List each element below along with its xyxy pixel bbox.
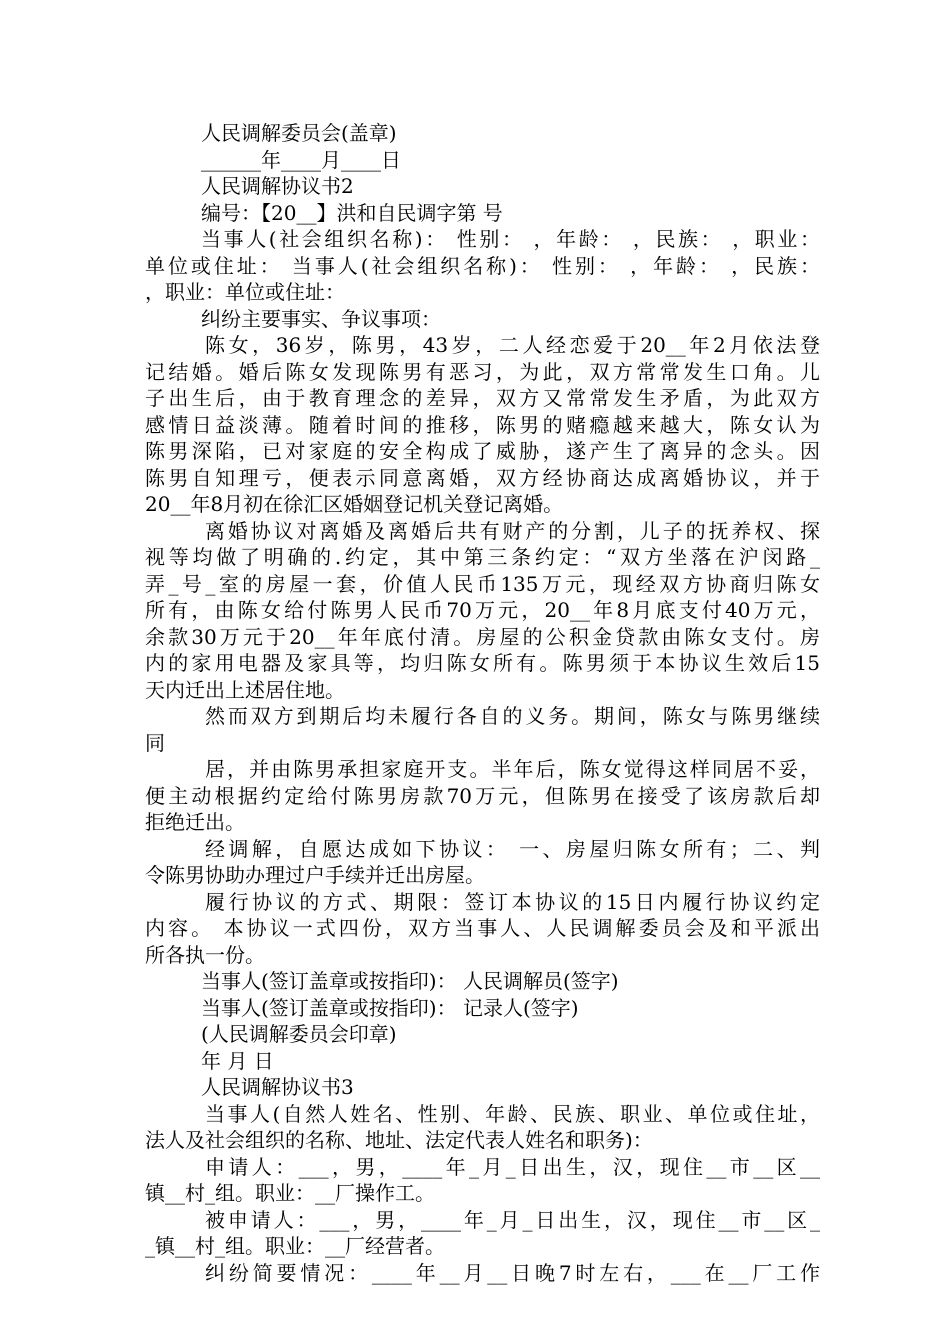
text-line: 陈男自知理亏，便表示同意离婚，双方经协商达成离婚协议，并于 [145, 465, 820, 490]
text-line: 拒绝迁出。 [145, 810, 245, 834]
text-line: 履行协议的方式、期限：签订本协议的15日内履行协议约定 [205, 889, 820, 914]
text-line: 镇__村_组。职业：__厂操作工。 [145, 1181, 435, 1205]
text-line: 法人及社会组织的名称、地址、法定代表人姓名和职务)： [145, 1128, 653, 1152]
text-line: 单位或住址： 当事人(社会组织名称)： 性别： ，年龄： ，民族： [145, 253, 820, 278]
text-line: 编号：【20__】洪和自民调字第 号 [201, 200, 503, 225]
text-line: 年 月 日 [201, 1048, 274, 1073]
document-page [145, 120, 820, 1286]
text-line: (人民调解委员会印章) [201, 1022, 397, 1046]
text-line: 居，并由陈男承担家庭开支。半年后，陈女觉得这样同居不妥， [205, 757, 820, 781]
text-line: 便主动根据约定给付陈男房款70万元，但陈男在接受了该房款后却 [145, 783, 820, 808]
text-line: 纠纷主要事实、争议事项： [201, 306, 441, 331]
text-line: 子出生后，由于教育理念的差异，双方又常常发生矛盾，为此双方 [145, 386, 820, 410]
text-line: 被申请人：___，男，____年_月_日出生，汉，现住__市__区_ [205, 1207, 820, 1232]
text-line: 人民调解协议书3 [201, 1075, 354, 1099]
text-line: 内容。 本协议一式四份，双方当事人、人民调解委员会及和平派出 [145, 916, 820, 940]
text-line: 内的家用电器及家具等，均归陈女所有。陈男须于本协议生效后15 [145, 651, 820, 675]
text-line: ______年____月____日 [201, 147, 401, 172]
text-line: 然而双方到期后均未履行各自的义务。期间，陈女与陈男继续 [205, 704, 820, 728]
text-line: 天内迁出上述居住地。 [145, 677, 345, 702]
text-line: 余款30万元于20__年年底付清。房屋的公积金贷款由陈女支付。房 [145, 624, 820, 649]
text-line: 20__年8月初在徐汇区婚姻登记机关登记离婚。 [145, 492, 564, 516]
text-line: 经调解，自愿达成如下协议： 一、房屋归陈女所有；二、判 [205, 836, 820, 861]
text-line: 所有，由陈女给付陈男人民币70万元，20__年8月底支付40万元， [145, 598, 820, 622]
text-line: 弄_号_室的房屋一套，价值人民币135万元，现经双方协商归陈女 [145, 571, 820, 596]
text-line: 同 [145, 730, 165, 755]
text-line: 视等均做了明确的.约定，其中第三条约定：“双方坐落在沪闵路_ [145, 545, 820, 569]
text-line: _镇__村_组。职业：__厂经营者。 [145, 1234, 445, 1258]
text-line: 当事人(签订盖章或按指印)： 人民调解员(签字) [201, 969, 619, 993]
text-line: 感情日益淡薄。随着时间的推移，陈男的赌瘾越来越大，陈女认为 [145, 412, 820, 437]
text-line: 陈女，36岁，陈男，43岁，二人经恋爱于20__年2月依法登 [205, 333, 820, 357]
text-line: 离婚协议对离婚及离婚后共有财产的分割，儿子的抚养权、探 [205, 518, 820, 543]
text-line: 当事人(社会组织名称)： 性别： ，年龄： ，民族： ，职业： [201, 227, 820, 251]
text-line: 申请人：___，男，____年_月_日出生，汉，现住__市__区__ [205, 1154, 820, 1179]
text-line: 令陈男协助办理过户手续并迁出房屋。 [145, 863, 485, 887]
text-line: 记结婚。婚后陈女发现陈男有恶习，为此，双方常常发生口角。儿 [145, 359, 820, 384]
text-line: 陈男深陷，已对家庭的安全构成了威胁，遂产生了离异的念头。因 [145, 439, 820, 463]
text-line: 所各执一份。 [145, 942, 265, 967]
text-line: 人民调解委员会(盖章) [201, 121, 397, 145]
text-line: 人民调解协议书2 [201, 174, 354, 198]
text-line: 当事人(自然人姓名、性别、年龄、民族、职业、单位或住址， [205, 1101, 820, 1126]
text-line: 当事人(签订盖章或按指印)： 记录人(签字) [201, 995, 579, 1020]
text-line: ，职业：单位或住址： [145, 280, 345, 304]
text-line: 纠纷简要情况：____年__月__日晚7时左右，___在__厂工作 [205, 1260, 820, 1285]
